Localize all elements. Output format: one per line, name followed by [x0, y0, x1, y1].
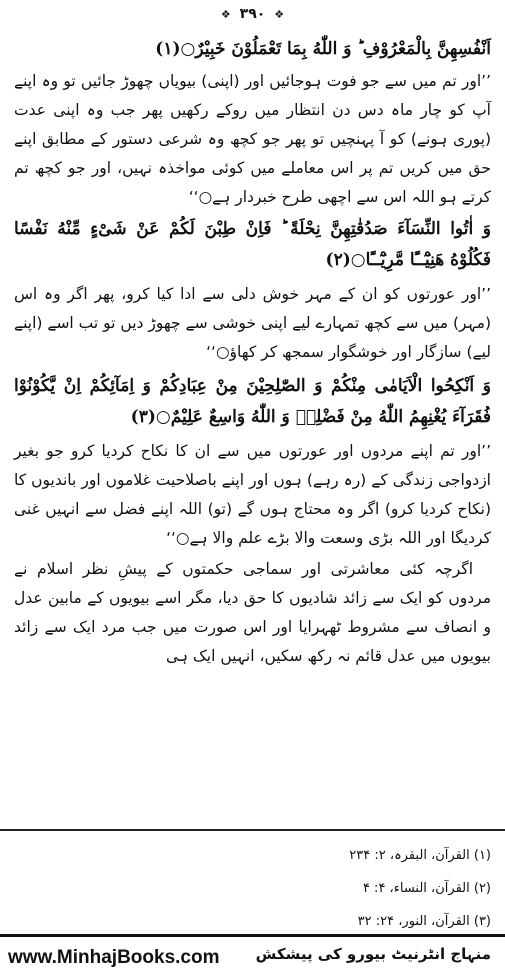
footer-website-link[interactable]: www.MinhajBooks.com: [8, 947, 220, 968]
translation-paragraph-1: ’’اور تم میں سے جو فوت ہوجائیں اور (اپنی) بیویاں چھوڑ جائیں تو وہ اپنے آپ کو چار ماہ دس دن انتظار میں روکے رکھیں پھر جب وہ اپنی عدت (پوری ہونے) کو آ پہنچیں تو پھر جو کچھ وہ شرعی دستور کے مطابق اپنے حق میں کریں تم پر اس معاملے میں کوئی مواخذہ نہیں، اور جو کچھ تم کرتے ہو اللہ اس سے اچھی طرح خبردار ہے○‘‘: [14, 72, 491, 206]
quran-verse-3: وَ اَنْكِحُوا الْاَیَامٰى مِنْكُمْ وَ الصّٰلِحِیْنَ مِنْ عِبَادِكُمْ وَ اِمَآئِكُمْ اِنْ یَّكُوْنُوْا فُقَرَآءَ یُغْنِهِمُ اللّٰهُ مِنْ فَضْلِهٖ وَ اللّٰهُ وَاسِعٌ عَلِیْمٌ○(۳): [14, 376, 491, 427]
footnote-3: (۳) القرآن، النور، ۲۴: ۳۲: [357, 914, 491, 929]
footnotes: [14, 846, 491, 945]
page-number-header: [0, 6, 505, 22]
ornament-left-icon: ❖: [220, 8, 231, 21]
translation-paragraph-2: ’’اور عورتوں کو ان کے مہر خوش دلی سے ادا کیا کرو، پھر اگر وہ اس (مہر) میں سے کچھ تمہارے لیے اپنی خوشی سے چھوڑ دیں تو تب اسے (اپنے لیے) سازگار اور خوشگوار سمجھ کر کھاؤ○‘‘: [14, 285, 491, 361]
body-paragraph: اگرچہ کئی معاشرتی اور سماجی حکمتوں کے پیشِ نظر اسلام نے مردوں کو ایک سے زائد شادیوں کا حق دیا، مگر اسے بیویوں کے مابین عدل و انصاف سے مشروط ٹھہرایا اور اس صورت میں جب مرد ایک سے زائد بیویوں میں عدل قائم نہ رکھ سکیں، انہیں ایک ہی: [14, 560, 491, 665]
quran-verse-2: وَ اٰتُوا النِّسَآءَ صَدُقٰتِهِنَّ نِحْلَةً ؕ فَاِنْ طِبْنَ لَكُمْ عَنْ شَیْءٍ مِّنْهُ نَفْسًا فَكُلُوْهُ هَنِیْٓــًٔا مَّرِیْٓــًٔا○(۲): [14, 219, 491, 270]
footnote-2: (۲) القرآن، النساء، ۴: ۴: [362, 881, 491, 896]
ornament-right-icon: ❖: [274, 8, 285, 21]
footer-brand-text: منہاج انٹرنیٹ بیورو کی پیشکش: [255, 945, 491, 963]
page-number: ۳۹۰: [239, 6, 266, 22]
footer-rule: [0, 934, 505, 937]
translation-paragraph-3: ’’اور تم اپنے مردوں اور عورتوں میں سے ان کا نکاح کردیا کرو جو بغیر ازدواجی زندگی کے (رہ رہے) ہوں اور اپنے باصلاحیت غلاموں اور باندیوں کا (نکاح کردیا کرو) اگر وہ محتاج ہوں گے (تو) اللہ اپنے فضل سے انہیں غنی کردیگا اور اللہ بڑی وسعت والا بڑے علم والا ہے○‘‘: [14, 442, 491, 547]
quran-verse-1: اَنْفُسِهِنَّ بِالْمَعْرُوْفِ ؕ وَ اللّٰهُ بِمَا تَعْمَلُوْنَ خَبِیْرٌ○(۱): [155, 39, 491, 59]
footnote-divider: [0, 829, 505, 831]
page-body: [14, 34, 491, 671]
footnote-1: (۱) القرآن، البقرہ، ۲: ۲۳۴: [349, 848, 491, 863]
